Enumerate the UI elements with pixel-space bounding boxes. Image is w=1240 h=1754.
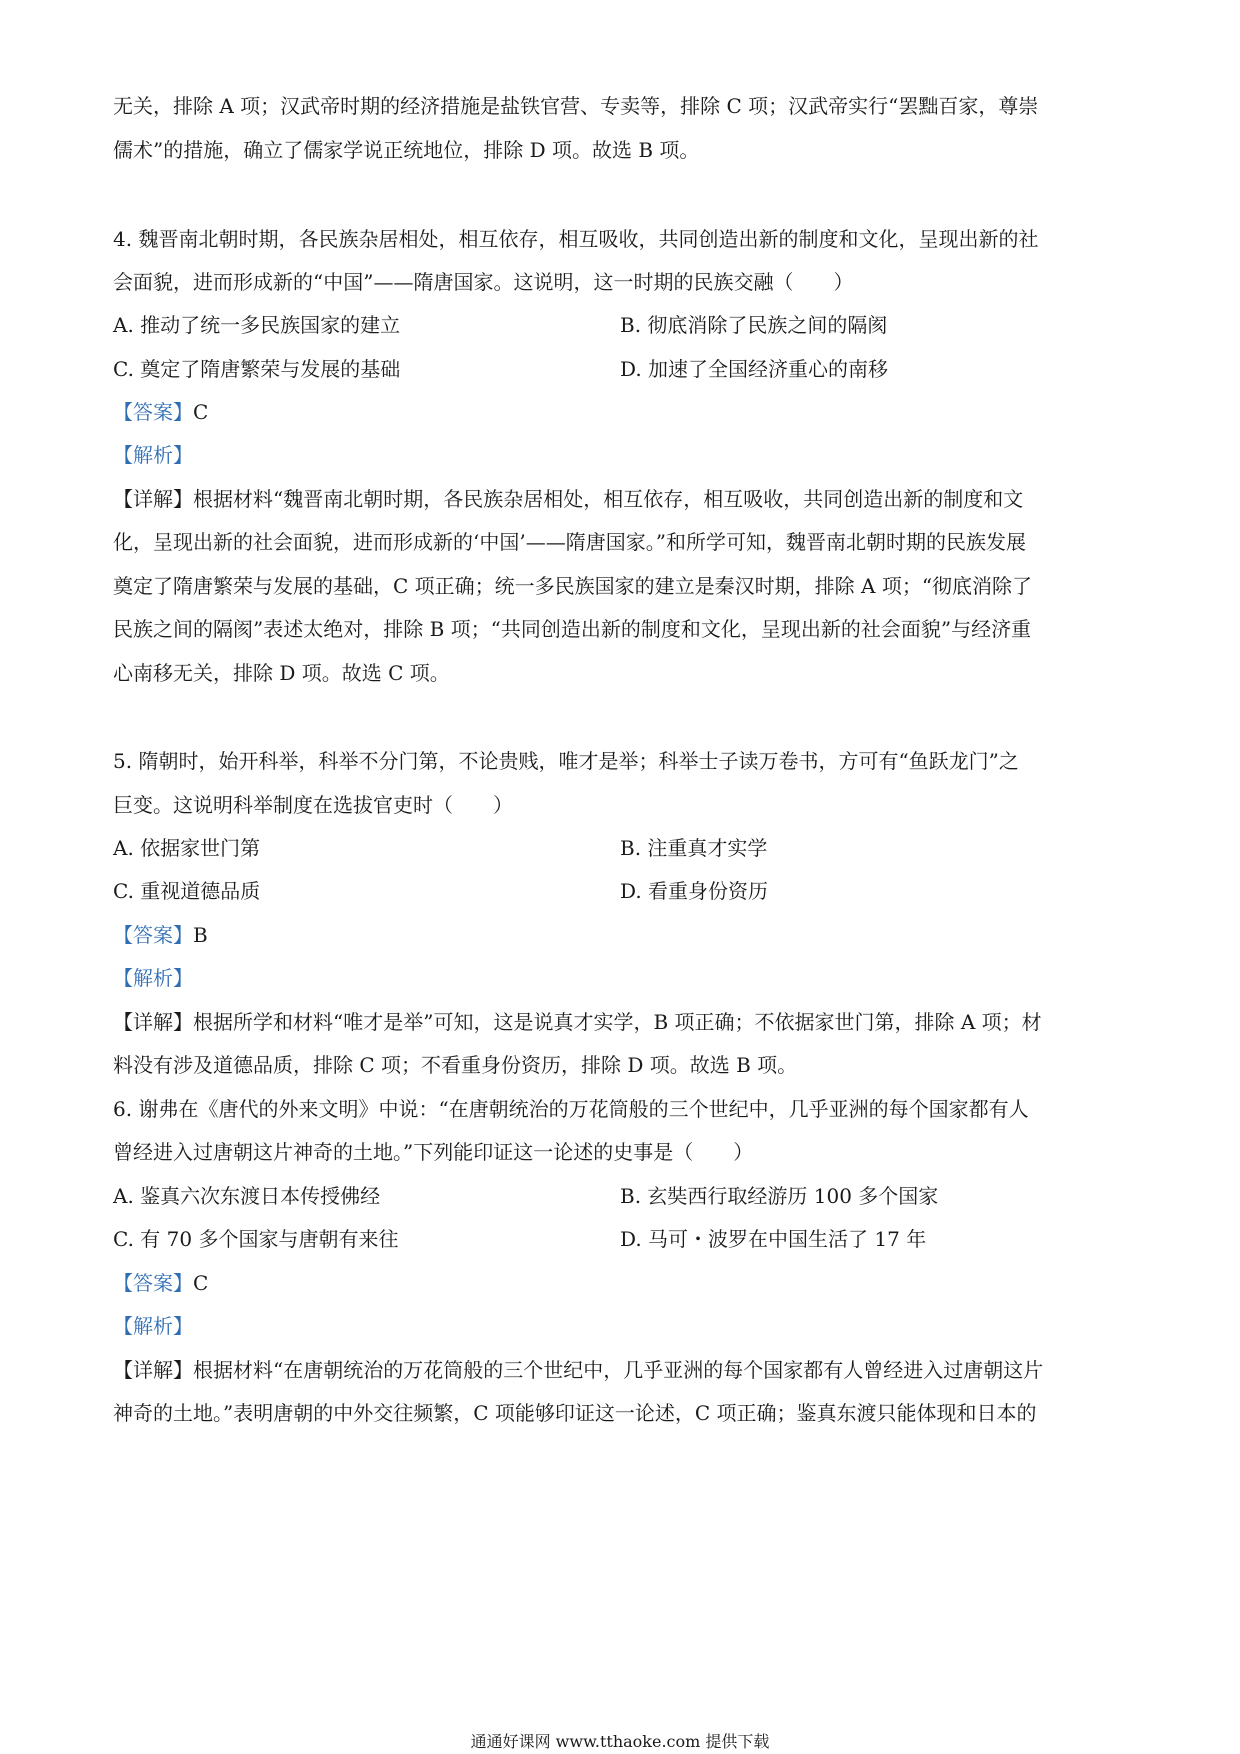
q6-detail-line-2: 神奇的土地。”表明唐朝的中外交往频繁，C 项能够印证这一论述，C 项正确；鉴真东渡只能体现和日本的 [113,1401,1037,1425]
answer-label: 【答案】 [113,1271,193,1295]
q5-stem-line-2: 巨变。这说明科举制度在选拔官吏时（ ） [113,793,513,817]
q4-option-d: D. 加速了全国经济重心的南移 [620,357,889,381]
footer-source-link[interactable]: 通通好课网 www.tthaoke.com 提供下载 [470,1732,770,1751]
q5-option-a: A. 依据家世门第 [113,836,261,860]
q5-answer [113,921,1133,949]
q4-detail-line-2: 化，呈现出新的社会面貌，进而形成新的‘中国’——隋唐国家。”和所学可知，魏晋南北朝时期的民族发展 [113,530,1026,554]
answer-value: C [193,400,209,424]
q4-stem-line-2: 会面貌，进而形成新的“中国”——隋唐国家。这说明，这一时期的民族交融（ ） [113,270,854,294]
detail-text: 根据材料“在唐朝统治的万花筒般的三个世纪中，几乎亚洲的每个国家都有人曾经进入过唐朝这片 [193,1358,1044,1382]
answer-value: C [193,1271,209,1295]
q6-analysis [113,1312,1133,1340]
q4-detail-line-4: 民族之间的隔阂”表述太绝对，排除 B 项；“共同创造出新的制度和文化，呈现出新的社会面貌”与经济重 [113,617,1032,641]
q6-answer [113,1269,1133,1297]
q5-option-c: C. 重视道德品质 [113,879,261,903]
analysis-label: 【解析】 [113,966,193,990]
detail-text: 根据材料“魏晋南北朝时期，各民族杂居相处，相互依存，相互吸收，共同创造出新的制度和文 [193,487,1024,511]
answer-value: B [193,923,208,947]
q6-option-a: A. 鉴真六次东渡日本传授佛经 [113,1184,381,1208]
analysis-label: 【解析】 [113,1314,193,1338]
q4-detail-line-5: 心南移无关，排除 D 项。故选 C 项。 [113,661,450,685]
detail-label: 【详解】 [113,487,193,511]
q6-stem-line-2: 曾经进入过唐朝这片神奇的土地。”下列能印证这一论述的史事是（ ） [113,1140,754,1164]
q4-analysis [113,441,1133,469]
q5-detail-line-2: 料没有涉及道德品质，排除 C 项；不看重身份资历，排除 D 项。故选 B 项。 [113,1053,798,1077]
q5-option-d: D. 看重身份资历 [620,879,769,903]
q3-explanation-line-2: 儒术”的措施，确立了儒家学说正统地位，排除 D 项。故选 B 项。 [113,138,700,162]
q6-option-b: B. 玄奘西行取经游历 100 多个国家 [620,1184,939,1208]
q3-explanation-line-1: 无关，排除 A 项；汉武帝时期的经济措施是盐铁官营、专卖等，排除 C 项；汉武帝实行“罢黜百家，尊崇 [113,94,1039,118]
q6-option-c: C. 有 70 多个国家与唐朝有来往 [113,1227,399,1251]
q4-detail-line-3: 奠定了隋唐繁荣与发展的基础，C 项正确；统一多民族国家的建立是秦汉时期，排除 A 项；“彻底消除了 [113,574,1033,598]
q6-stem-line-1: 6. 谢弗在《唐代的外来文明》中说：“在唐朝统治的万花筒般的三个世纪中，几乎亚洲的每个国家都有人 [113,1097,1029,1121]
q4-stem-line-1: 4. 魏晋南北朝时期，各民族杂居相处，相互依存，相互吸收，共同创造出新的制度和文化，呈现出新的社 [113,227,1039,251]
q5-stem-line-1: 5. 隋朝时，始开科举，科举不分门第，不论贵贱，唯才是举；科举士子读万卷书，方可有“鱼跃龙门”之 [113,749,1019,773]
detail-label: 【详解】 [113,1358,193,1382]
q4-option-b: B. 彻底消除了民族之间的隔阂 [620,313,888,337]
q4-answer [113,398,1133,426]
detail-label: 【详解】 [113,1010,193,1034]
answer-label: 【答案】 [113,923,193,947]
detail-text: 根据所学和材料“唯才是举”可知，这是说真才实学，B 项正确；不依据家世门第，排除 A 项；材 [193,1010,1042,1034]
q5-detail-line-1 [113,1008,1133,1036]
q6-detail-line-1 [113,1356,1133,1384]
q5-option-b: B. 注重真才实学 [620,836,768,860]
q6-option-d: D. 马可・波罗在中国生活了 17 年 [620,1227,927,1251]
q5-analysis [113,964,1133,992]
answer-label: 【答案】 [113,400,193,424]
q4-option-c: C. 奠定了隋唐繁荣与发展的基础 [113,357,401,381]
q4-detail-line-1 [113,485,1133,513]
q4-option-a: A. 推动了统一多民族国家的建立 [113,313,401,337]
analysis-label: 【解析】 [113,443,193,467]
